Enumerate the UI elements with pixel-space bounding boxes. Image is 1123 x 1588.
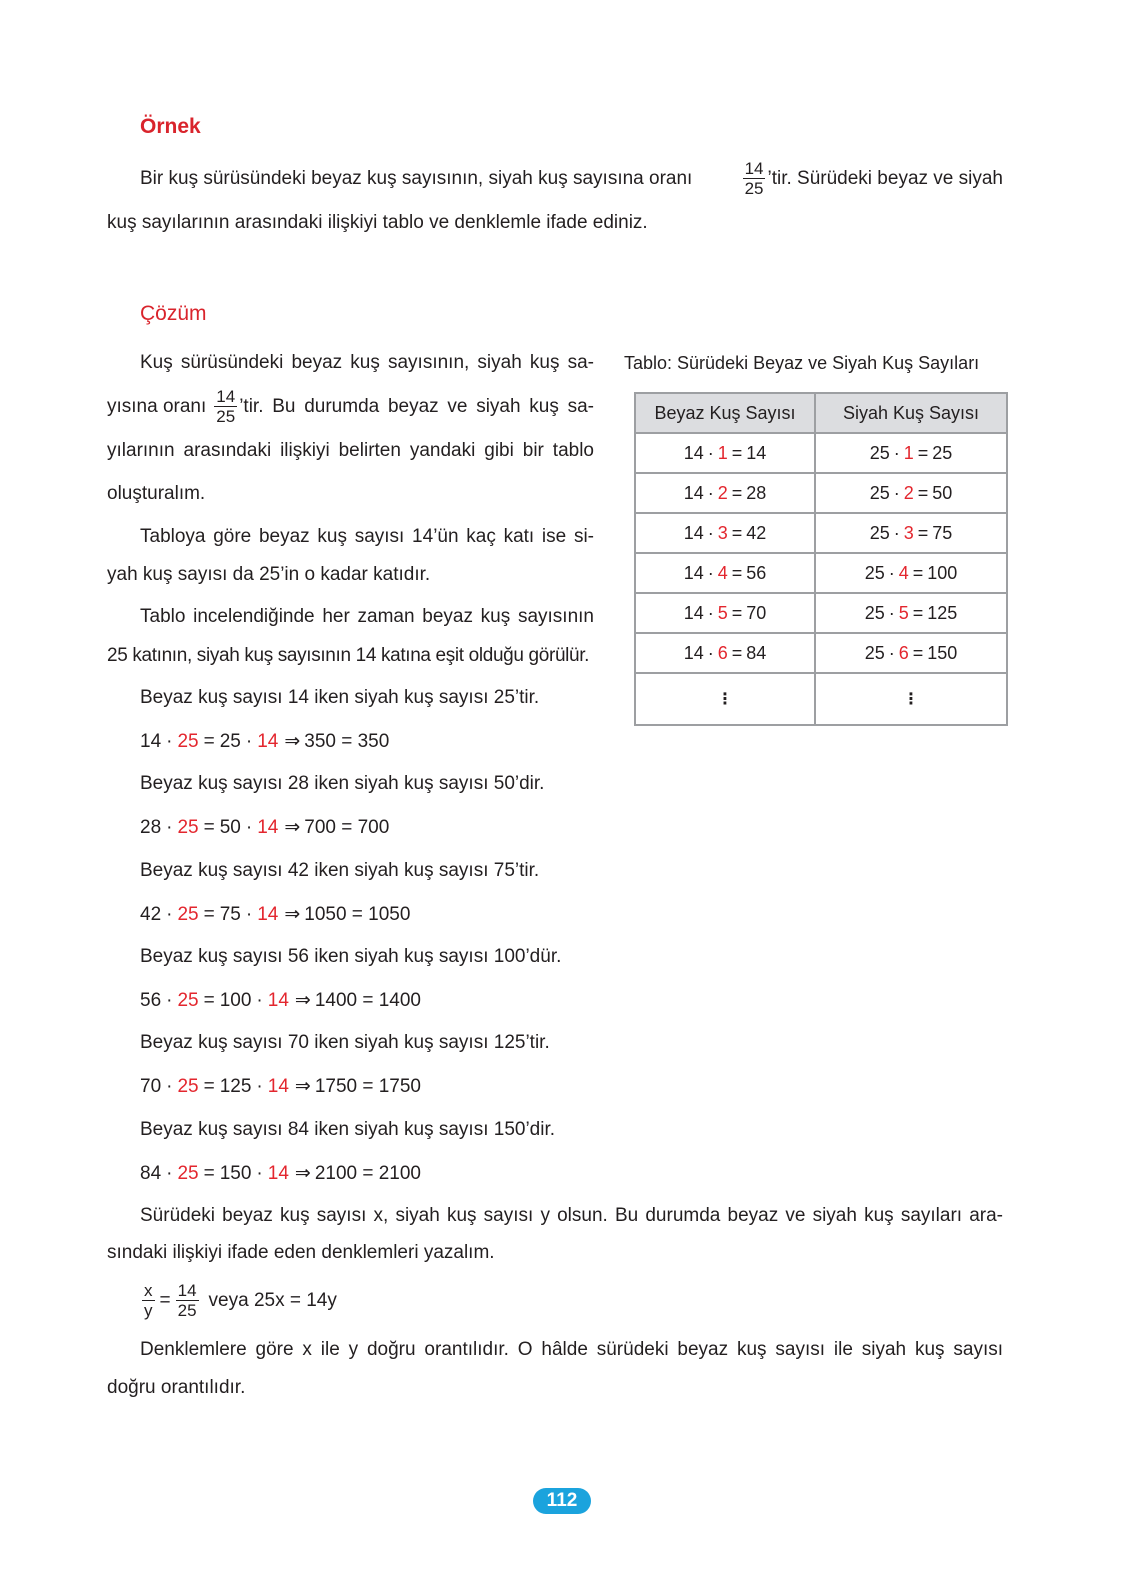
multiplier: 2 <box>717 482 728 503</box>
fraction-denominator: 25 <box>177 1301 197 1320</box>
check-sentence: Beyaz kuş sayısı 70 iken siyah kuş sayısı 125’tir. <box>140 1032 550 1053</box>
check-sentence: Beyaz kuş sayısı 28 iken siyah kuş sayısı 50’dir. <box>140 773 545 794</box>
table-row <box>635 513 1007 553</box>
equals-sign: = <box>912 642 924 663</box>
black-count-cell <box>815 473 1007 513</box>
product-value: 25 <box>932 442 953 463</box>
left-multiplier: 25 <box>177 817 199 838</box>
equals-sign: = <box>159 1289 171 1311</box>
multiply-dot: · <box>893 442 900 463</box>
multiplier: 6 <box>898 642 909 663</box>
page-number-badge: 112 <box>533 1488 591 1514</box>
equals-sign: = <box>203 1163 215 1184</box>
product-value: 28 <box>746 482 767 503</box>
equation-result: 1050 = 1050 <box>304 904 411 925</box>
solution-paragraph5-line1: Denklemlere göre x ile y doğru orantılıdır. O hâlde sürüdeki beyaz kuş sayısı ile siyah kuş sayısı <box>140 1339 1003 1360</box>
ratio-fraction <box>176 1282 199 1319</box>
base-number: 14 <box>683 522 704 543</box>
multiply-dot: · <box>888 642 895 663</box>
left-multiplier: 25 <box>177 731 199 752</box>
check-equation <box>140 730 389 753</box>
multiplier: 4 <box>717 562 728 583</box>
equation-rest: veya 25x = 14y <box>208 1289 337 1311</box>
black-count-cell <box>815 593 1007 633</box>
example-heading: Örnek <box>140 115 201 138</box>
implies-arrow: ⇒ <box>284 817 301 838</box>
solution-paragraph3-line1: Tablo incelendiğinde her zaman beyaz kuş sayısının <box>140 606 594 627</box>
multiply-dot: · <box>707 522 714 543</box>
equals-sign: = <box>731 442 743 463</box>
check-sentence: Beyaz kuş sayısı 14 iken siyah kuş sayısı 25’tir. <box>140 687 540 708</box>
multiply-dot: · <box>256 1163 263 1184</box>
solution-paragraph5-line2: doğru orantılıdır. <box>107 1377 246 1398</box>
equation-result: 1750 = 1750 <box>314 1076 422 1097</box>
equals-sign: = <box>731 602 743 623</box>
equals-sign: = <box>917 442 929 463</box>
header-white-birds: Beyaz Kuş Sayısı <box>635 393 815 433</box>
multiplier: 4 <box>898 562 909 583</box>
black-count-cell <box>815 553 1007 593</box>
right-factor: 25 <box>219 731 241 752</box>
left-factor: 84 <box>140 1163 162 1184</box>
multiply-dot: · <box>707 562 714 583</box>
implies-arrow: ⇒ <box>294 990 311 1011</box>
right-multiplier: 14 <box>257 817 279 838</box>
implies-arrow: ⇒ <box>294 1163 311 1184</box>
right-multiplier: 14 <box>267 1163 289 1184</box>
right-factor: 150 <box>219 1163 252 1184</box>
equation-result: 1400 = 1400 <box>314 990 422 1011</box>
white-count-cell <box>635 433 815 473</box>
example-question-text-a: Bir kuş sürüsündeki beyaz kuş sayısının, siyah kuş sayısına oranı <box>140 167 693 189</box>
left-factor: 70 <box>140 1076 162 1097</box>
solution-heading: Çözüm <box>140 302 207 325</box>
left-multiplier: 25 <box>177 990 199 1011</box>
table-row <box>635 553 1007 593</box>
solution-paragraph1-line2 <box>107 388 594 425</box>
base-number: 14 <box>683 482 704 503</box>
left-factor: 28 <box>140 817 162 838</box>
solution-paragraph2-line2: yah kuş sayısı da 25’in o kadar katıdır. <box>107 564 431 585</box>
implies-arrow: ⇒ <box>284 904 301 925</box>
product-value: 125 <box>927 602 958 623</box>
check-equation <box>140 989 421 1012</box>
solution-text: ’tir. Bu durumda beyaz ve siyah kuş sa- <box>239 395 594 417</box>
table-header-row <box>635 393 1007 433</box>
base-number: 14 <box>683 442 704 463</box>
check-equation <box>140 903 410 926</box>
equals-sign: = <box>203 817 215 838</box>
multiply-dot: · <box>166 817 173 838</box>
multiplier: 1 <box>903 442 914 463</box>
black-count-cell <box>815 513 1007 553</box>
multiply-dot: · <box>707 482 714 503</box>
product-value: 42 <box>746 522 767 543</box>
equals-sign: = <box>731 642 743 663</box>
product-value: 75 <box>932 522 953 543</box>
left-multiplier: 25 <box>177 904 199 925</box>
multiply-dot: · <box>256 1076 263 1097</box>
example-question-line2: kuş sayılarının arasındaki ilişkiyi tablo ve denklemle ifade ediniz. <box>107 212 648 233</box>
equals-sign: = <box>203 731 215 752</box>
right-multiplier: 14 <box>257 731 279 752</box>
multiply-dot: · <box>893 482 900 503</box>
equals-sign: = <box>917 522 929 543</box>
right-multiplier: 14 <box>267 1076 289 1097</box>
multiply-dot: · <box>256 990 263 1011</box>
check-sentence: Beyaz kuş sayısı 42 iken siyah kuş sayısı 75’tir. <box>140 860 540 881</box>
multiply-dot: · <box>707 602 714 623</box>
equals-sign: = <box>203 1076 215 1097</box>
product-value: 84 <box>746 642 767 663</box>
multiply-dot: · <box>166 990 173 1011</box>
check-sentence: Beyaz kuş sayısı 56 iken siyah kuş sayısı 100’dür. <box>140 946 562 967</box>
multiply-dot: · <box>893 522 900 543</box>
left-factor: 42 <box>140 904 162 925</box>
fraction-numerator: 14 <box>216 387 236 406</box>
multiplier: 3 <box>717 522 728 543</box>
multiplier: 6 <box>717 642 728 663</box>
fraction-denominator: 25 <box>744 179 764 198</box>
vertical-ellipsis: ⋮ <box>717 691 733 709</box>
base-number: 25 <box>869 482 890 503</box>
equation-result: 2100 = 2100 <box>314 1163 422 1184</box>
right-factor: 50 <box>219 817 241 838</box>
equals-sign: = <box>731 562 743 583</box>
multiply-dot: · <box>707 642 714 663</box>
multiply-dot: · <box>166 731 173 752</box>
multiplier: 3 <box>903 522 914 543</box>
black-count-cell <box>815 433 1007 473</box>
product-value: 56 <box>746 562 767 583</box>
table-row <box>635 433 1007 473</box>
right-factor: 100 <box>219 990 252 1011</box>
base-number: 25 <box>864 602 885 623</box>
vertical-ellipsis: ⋮ <box>903 691 919 709</box>
right-multiplier: 14 <box>257 904 279 925</box>
fraction-denominator: y <box>144 1301 153 1320</box>
equation-result: 700 = 700 <box>304 817 390 838</box>
multiplier: 2 <box>903 482 914 503</box>
right-factor: 75 <box>219 904 241 925</box>
check-equation <box>140 1075 421 1098</box>
right-multiplier: 14 <box>267 990 289 1011</box>
bird-count-table <box>634 392 1008 726</box>
check-equation <box>140 1162 421 1185</box>
fraction-numerator: 14 <box>177 1281 197 1300</box>
left-factor: 56 <box>140 990 162 1011</box>
multiply-dot: · <box>166 904 173 925</box>
multiply-dot: · <box>166 1163 173 1184</box>
left-multiplier: 25 <box>177 1163 199 1184</box>
implies-arrow: ⇒ <box>284 731 301 752</box>
fraction-numerator: 14 <box>744 159 764 178</box>
example-question-line1 <box>140 160 1003 197</box>
right-factor: 125 <box>219 1076 252 1097</box>
solution-paragraph4-line2: sındaki ilişkiyi ifade eden denklemleri yazalım. <box>107 1242 495 1263</box>
multiplier: 5 <box>898 602 909 623</box>
multiply-dot: · <box>888 602 895 623</box>
fraction-numerator: x <box>144 1281 153 1300</box>
left-multiplier: 25 <box>177 1076 199 1097</box>
solution-ratio-fraction <box>214 388 237 425</box>
equals-sign: = <box>731 522 743 543</box>
xy-fraction <box>142 1282 155 1319</box>
equation-result: 350 = 350 <box>304 731 390 752</box>
base-number: 14 <box>683 562 704 583</box>
multiply-dot: · <box>707 442 714 463</box>
solution-paragraph2-line1: Tabloya göre beyaz kuş sayısı 14’ün kaç katı ise si- <box>140 526 594 547</box>
equation-line <box>140 1282 337 1319</box>
white-count-cell <box>635 513 815 553</box>
base-number: 14 <box>683 642 704 663</box>
multiplier: 1 <box>717 442 728 463</box>
equals-sign: = <box>912 562 924 583</box>
solution-paragraph1-line3: yılarının arasındaki ilişkiyi belirten yandaki gibi bir tablo <box>107 440 594 461</box>
product-value: 150 <box>927 642 958 663</box>
equals-sign: = <box>203 904 215 925</box>
solution-paragraph1-line1: Kuş sürüsündeki beyaz kuş sayısının, siyah kuş sa- <box>140 352 594 373</box>
equals-sign: = <box>912 602 924 623</box>
left-factor: 14 <box>140 731 162 752</box>
multiply-dot: · <box>166 1076 173 1097</box>
product-value: 50 <box>932 482 953 503</box>
table-row <box>635 633 1007 673</box>
equals-sign: = <box>917 482 929 503</box>
table-row <box>635 593 1007 633</box>
base-number: 25 <box>869 442 890 463</box>
white-count-cell <box>635 633 815 673</box>
implies-arrow: ⇒ <box>294 1076 311 1097</box>
white-count-cell <box>635 553 815 593</box>
multiply-dot: · <box>245 904 253 925</box>
table-row <box>635 473 1007 513</box>
continuation-cell <box>635 673 815 725</box>
solution-paragraph4-line1: Sürüdeki beyaz kuş sayısı x, siyah kuş sayısı y olsun. Bu durumda beyaz ve siyah kuş sayıları ara- <box>140 1205 1003 1226</box>
multiply-dot: · <box>245 731 253 752</box>
base-number: 25 <box>869 522 890 543</box>
continuation-cell <box>815 673 1007 725</box>
table-body <box>635 433 1007 725</box>
check-sentence: Beyaz kuş sayısı 84 iken siyah kuş sayısı 150’dir. <box>140 1119 556 1140</box>
table-caption: Tablo: Sürüdeki Beyaz ve Siyah Kuş Sayıları <box>624 353 980 373</box>
header-black-birds: Siyah Kuş Sayısı <box>815 393 1007 433</box>
equals-sign: = <box>731 482 743 503</box>
base-number: 25 <box>864 562 885 583</box>
solution-paragraph1-line4: oluşturalım. <box>107 483 206 504</box>
product-value: 100 <box>927 562 958 583</box>
example-ratio-fraction <box>743 160 766 197</box>
solution-text: yısına oranı <box>107 395 207 417</box>
white-count-cell <box>635 473 815 513</box>
multiply-dot: · <box>245 817 253 838</box>
multiplier: 5 <box>717 602 728 623</box>
base-number: 14 <box>683 602 704 623</box>
check-equation <box>140 816 389 839</box>
white-count-cell <box>635 593 815 633</box>
product-value: 70 <box>746 602 767 623</box>
solution-paragraph3-line2: 25 katının, siyah kuş sayısının 14 katına eşit olduğu görülür. <box>107 645 590 666</box>
multiply-dot: · <box>888 562 895 583</box>
table-row-continuation <box>635 673 1007 725</box>
fraction-denominator: 25 <box>216 407 236 426</box>
example-question-text-b: ’tir. Sürüdeki beyaz ve siyah <box>767 167 1003 189</box>
product-value: 14 <box>746 442 767 463</box>
equals-sign: = <box>203 990 215 1011</box>
black-count-cell <box>815 633 1007 673</box>
base-number: 25 <box>864 642 885 663</box>
